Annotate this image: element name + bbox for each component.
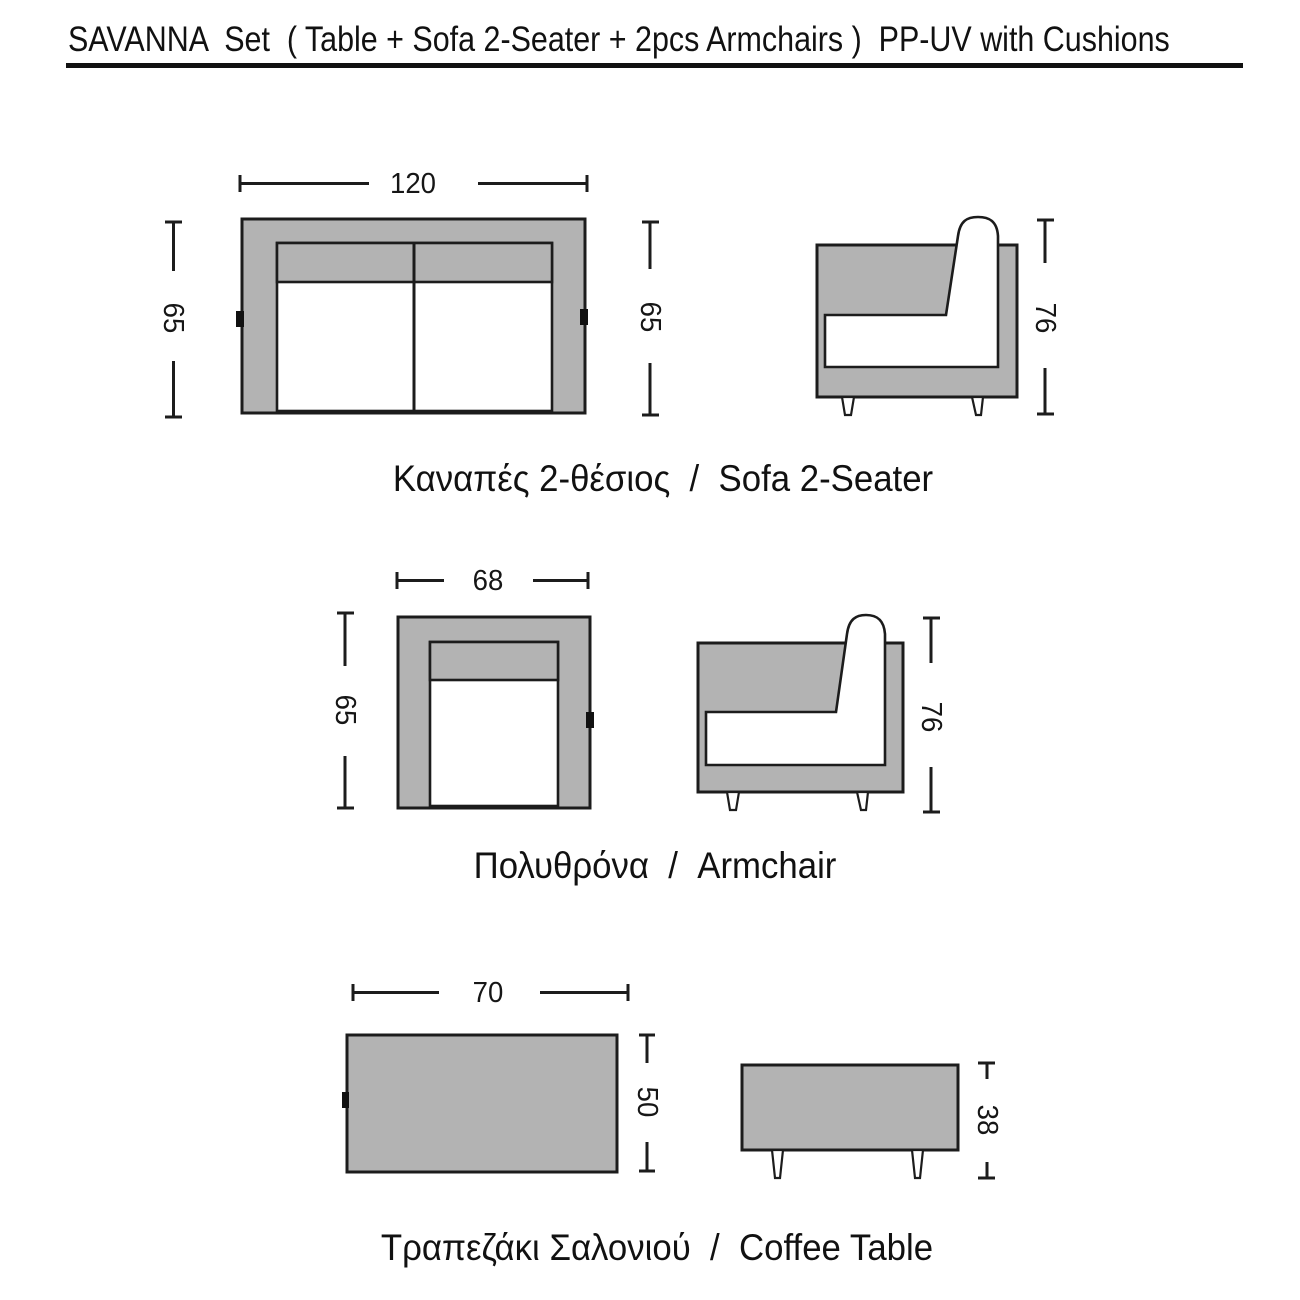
sofa-depth-dim-label-left: 65 xyxy=(157,302,189,334)
page-title xyxy=(68,18,1268,64)
armchair-caption: Πολυθρόνα / Armchair xyxy=(473,845,837,886)
armchair-top-view-drawing xyxy=(330,570,620,820)
table-height-dim-label: 38 xyxy=(971,1104,1003,1136)
sofa-depth-dim-label-right: 65 xyxy=(634,301,666,333)
sofa-caption: Καναπές 2-θέσιος / Sofa 2-Seater xyxy=(392,458,934,499)
table-width-dim-label: 70 xyxy=(472,977,504,1009)
table-side-view-drawing xyxy=(730,1050,1010,1195)
armchair-width-dim-label: 68 xyxy=(472,565,504,597)
sofa-height-dim-label: 76 xyxy=(1029,302,1061,334)
title-underline xyxy=(66,63,1243,68)
table-top-view-drawing xyxy=(335,980,665,1180)
table-depth-dim-label: 50 xyxy=(631,1086,663,1118)
sofa-width-dim-label: 120 xyxy=(390,168,436,200)
table-caption: Τραπεζάκι Σαλονιού / Coffee Table xyxy=(380,1227,934,1268)
sofa-top-view-drawing xyxy=(160,165,680,430)
armchair-depth-dim-label: 65 xyxy=(329,694,361,726)
page-title-text: SAVANNA Set ( Table + Sofa 2-Seater + 2pcs Armchairs ) PP-UV with Cushions xyxy=(68,20,1170,59)
armchair-height-dim-label: 76 xyxy=(915,701,947,733)
